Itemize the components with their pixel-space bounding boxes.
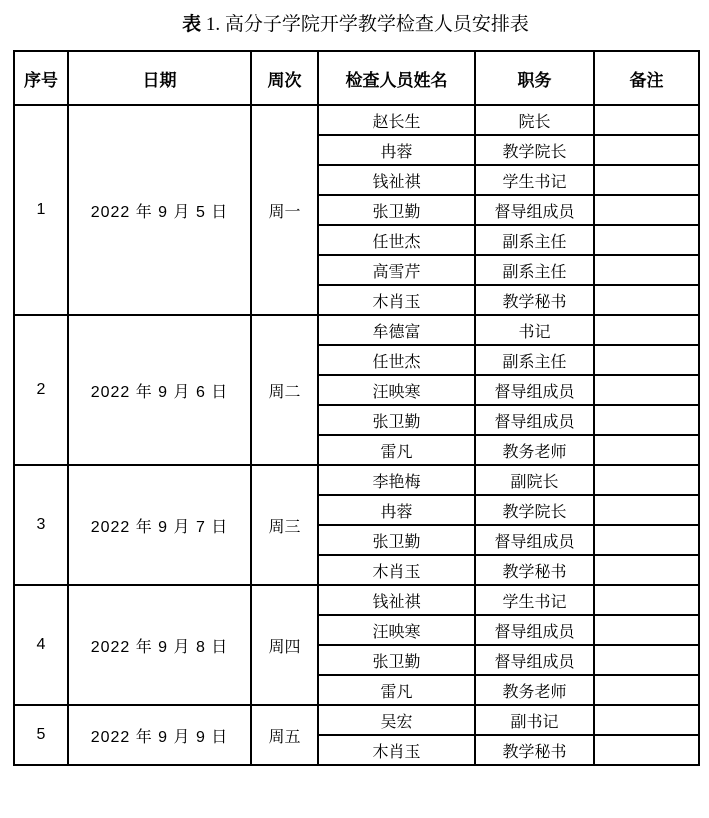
position-cell: 督导组成员 [475,195,594,225]
header-remark: 备注 [594,51,699,105]
remark-cell [594,435,699,465]
remark-cell [594,165,699,195]
position-cell: 督导组成员 [475,405,594,435]
inspector-name-cell: 木肖玉 [318,735,475,765]
position-cell: 教学秘书 [475,285,594,315]
remark-cell [594,135,699,165]
header-inspector-name: 检查人员姓名 [318,51,475,105]
table-number: 1. [201,14,225,35]
table-title-text: 高分子学院开学教学检查人员安排表 [224,14,529,35]
inspector-name-cell: 汪映寒 [318,375,475,405]
page-title [13,0,698,37]
remark-cell [594,495,699,525]
remark-cell [594,735,699,765]
table-row [14,315,699,345]
inspector-name-cell: 张卫勤 [318,405,475,435]
table-row [14,465,699,495]
header-serial: 序号 [14,51,68,105]
remark-cell [594,105,699,135]
remark-cell [594,615,699,645]
table-row [14,705,699,735]
inspector-name-cell: 冉蓉 [318,135,475,165]
remark-cell [594,675,699,705]
remark-cell [594,345,699,375]
position-cell: 教学秘书 [475,555,594,585]
position-cell: 学生书记 [475,585,594,615]
inspector-name-cell: 赵长生 [318,105,475,135]
remark-cell [594,645,699,675]
inspector-name-cell: 任世杰 [318,345,475,375]
remark-cell [594,525,699,555]
inspector-name-cell: 钱祉祺 [318,165,475,195]
position-cell: 副系主任 [475,225,594,255]
inspector-name-cell: 张卫勤 [318,525,475,555]
date-cell: 2022 年 9 月 8 日 [68,585,251,705]
week-cell: 周二 [251,315,318,465]
inspector-name-cell: 冉蓉 [318,495,475,525]
position-cell: 教务老师 [475,675,594,705]
remark-cell [594,585,699,615]
inspector-name-cell: 张卫勤 [318,645,475,675]
week-cell: 周三 [251,465,318,585]
remark-cell [594,375,699,405]
remark-cell [594,255,699,285]
header-date: 日期 [68,51,251,105]
inspector-name-cell: 雷凡 [318,435,475,465]
serial-cell: 5 [14,705,68,765]
position-cell: 教务老师 [475,435,594,465]
inspector-name-cell: 任世杰 [318,225,475,255]
remark-cell [594,405,699,435]
remark-cell [594,315,699,345]
position-cell: 副院长 [475,465,594,495]
serial-cell: 3 [14,465,68,585]
date-cell: 2022 年 9 月 9 日 [68,705,251,765]
inspector-name-cell: 汪映寒 [318,615,475,645]
position-cell: 副系主任 [475,255,594,285]
inspector-name-cell: 木肖玉 [318,285,475,315]
serial-cell: 1 [14,105,68,315]
position-cell: 教学院长 [475,495,594,525]
header-position: 职务 [475,51,594,105]
serial-cell: 2 [14,315,68,465]
position-cell: 督导组成员 [475,375,594,405]
date-cell: 2022 年 9 月 6 日 [68,315,251,465]
inspector-name-cell: 雷凡 [318,675,475,705]
inspection-schedule-table [13,50,700,766]
position-cell: 副系主任 [475,345,594,375]
serial-cell: 4 [14,585,68,705]
inspector-name-cell: 木肖玉 [318,555,475,585]
week-cell: 周四 [251,585,318,705]
remark-cell [594,225,699,255]
table-label: 表 [182,14,202,35]
remark-cell [594,705,699,735]
inspector-name-cell: 张卫勤 [318,195,475,225]
position-cell: 院长 [475,105,594,135]
remark-cell [594,195,699,225]
inspector-name-cell: 牟德富 [318,315,475,345]
inspector-name-cell: 高雪芹 [318,255,475,285]
header-row [14,51,699,105]
position-cell: 书记 [475,315,594,345]
remark-cell [594,555,699,585]
table-row [14,585,699,615]
position-cell: 督导组成员 [475,645,594,675]
date-cell: 2022 年 9 月 5 日 [68,105,251,315]
week-cell: 周五 [251,705,318,765]
week-cell: 周一 [251,105,318,315]
date-cell: 2022 年 9 月 7 日 [68,465,251,585]
position-cell: 教学秘书 [475,735,594,765]
table-body [14,105,699,765]
table-row [14,105,699,135]
inspector-name-cell: 钱祉祺 [318,585,475,615]
position-cell: 督导组成员 [475,525,594,555]
position-cell: 教学院长 [475,135,594,165]
position-cell: 副书记 [475,705,594,735]
position-cell: 学生书记 [475,165,594,195]
inspector-name-cell: 李艳梅 [318,465,475,495]
header-week: 周次 [251,51,318,105]
remark-cell [594,465,699,495]
remark-cell [594,285,699,315]
inspector-name-cell: 吴宏 [318,705,475,735]
position-cell: 督导组成员 [475,615,594,645]
